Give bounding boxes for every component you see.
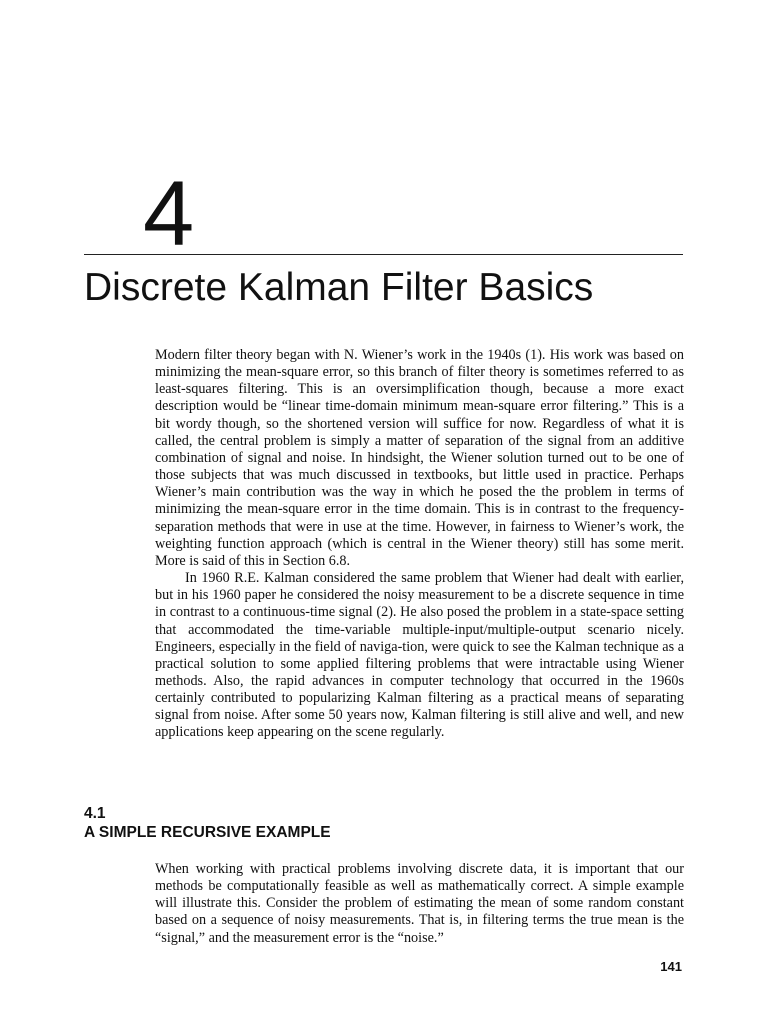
chapter-rule — [84, 254, 683, 255]
chapter-title: Discrete Kalman Filter Basics — [84, 266, 594, 309]
intro-paragraph-1: Modern filter theory began with N. Wiener’s work in the 1940s (1). His work was based on minimizing the mean-square error, so this branch of filter theory is sometimes referred to as least-squares filtering. This is an oversimplification though, because a more exact description would be “linear time-domain minimum mean-square error filtering.” This is a bit wordy though, so the shortened version will suffice for now. Regardless of what it is called, the central problem is simply a matter of separation of the signal from an additive combination of signal and noise. In hindsight, the Wiener solution turned out to be one of those subjects that was much discussed in textbooks, but little used in practice. Perhaps Wiener’s main contribution was the way in which he posed the the problem in terms of minimizing the mean-square error in the time domain. This is in contrast to the frequency-separation methods that were in use at the time. However, in fairness to Wiener’s work, the weighting function approach (which is central in the Wiener theory) still has some merit. More is said of this in Section 6.8. — [155, 347, 684, 569]
section-number: 4.1 — [84, 805, 106, 822]
section-paragraph-1: When working with practical problems involving discrete data, it is important that our methods be computationally feasible as well as mathematically correct. A simple example will illustrate this. Consider the problem of estimating the mean of some random constant based on a sequence of noisy measurements. That is, in filtering terms the true mean is the “signal,” and the measurement error is the “noise.” — [155, 861, 684, 946]
chapter-number: 4 — [143, 163, 195, 265]
intro-text — [155, 347, 684, 742]
page-number: 141 — [660, 959, 682, 974]
section-title: A SIMPLE RECURSIVE EXAMPLE — [84, 824, 331, 841]
intro-paragraph-2: In 1960 R.E. Kalman considered the same problem that Wiener had dealt with earlier, but in his 1960 paper he considered the noisy measurement to be a discrete sequence in time in contrast to a continuous-time signal (2). He also posed the problem in a state-space setting that accommodated the time-variable multiple-input/multiple-output scenario nicely. Engineers, especially in the field of naviga-tion, were quick to see the Kalman technique as a practical solution to some applied filtering problems that were intractable using Wiener methods. Also, the rapid advances in computer technology that occurred in the 1960s certainly contributed to popularizing Kalman filtering as a practical means of separating signal from noise. After some 50 years now, Kalman filtering is still alive and well, and new applications keep appearing on the scene regularly. — [155, 570, 684, 741]
section-text — [155, 861, 684, 947]
